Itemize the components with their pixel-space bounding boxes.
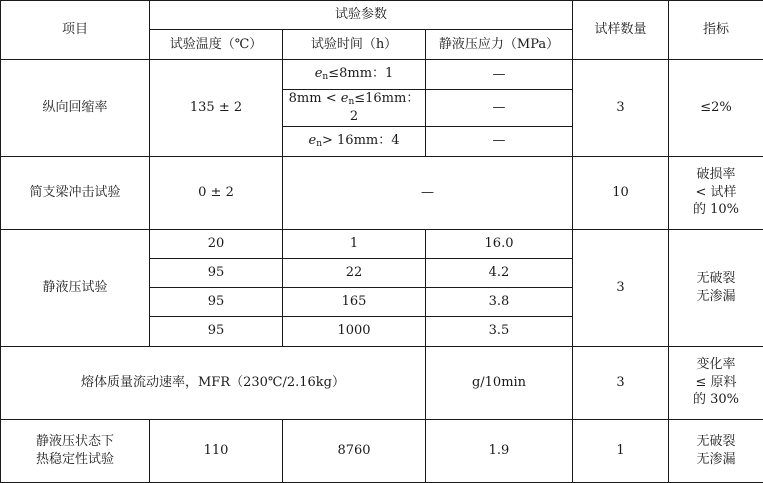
time3-rest: > 16mm：4 bbox=[322, 133, 400, 148]
shrinkage-indicator: ≤2% bbox=[669, 60, 763, 157]
thermal-row bbox=[1, 419, 763, 482]
shrinkage-item: 纵向回缩率 bbox=[1, 60, 150, 157]
mfr-indicator-line1: 变化率 bbox=[671, 356, 761, 374]
time1-var: e bbox=[315, 66, 323, 81]
hydro-time-3: 165 bbox=[283, 287, 426, 316]
shrinkage-time-3 bbox=[283, 126, 426, 156]
impact-count: 10 bbox=[573, 156, 669, 229]
header-row-1 bbox=[1, 1, 763, 30]
header-indicator: 指标 bbox=[669, 1, 763, 60]
hydro-pressure-1: 16.0 bbox=[426, 229, 573, 258]
impact-temp: 0 ± 2 bbox=[150, 156, 283, 229]
shrinkage-count: 3 bbox=[573, 60, 669, 157]
impact-indicator-line2: < 试样 bbox=[671, 184, 761, 202]
hydro-item: 静液压试验 bbox=[1, 229, 150, 346]
mfr-indicator bbox=[669, 346, 763, 419]
hydro-temp-3: 95 bbox=[150, 287, 283, 316]
header-test-params: 试验参数 bbox=[150, 1, 573, 30]
thermal-pressure: 1.9 bbox=[426, 419, 573, 482]
shrinkage-pressure-3: — bbox=[426, 126, 573, 156]
mfr-row bbox=[1, 346, 763, 419]
thermal-time: 8760 bbox=[283, 419, 426, 482]
impact-item: 简支梁冲击试验 bbox=[1, 156, 150, 229]
shrinkage-row-1 bbox=[1, 60, 763, 90]
impact-indicator-line1: 破损率 bbox=[671, 166, 761, 184]
thermal-item-line1: 静液压状态下 bbox=[3, 433, 147, 451]
impact-indicator bbox=[669, 156, 763, 229]
mfr-unit: g/10min bbox=[426, 346, 573, 419]
time3-sub: n bbox=[316, 139, 322, 149]
hydro-row-1 bbox=[1, 229, 763, 258]
hydro-time-4: 1000 bbox=[283, 316, 426, 346]
time1-sub: n bbox=[322, 72, 328, 82]
mfr-indicator-line2: ≤ 原料 bbox=[671, 374, 761, 392]
time2-pre: 8mm < bbox=[289, 91, 341, 106]
hydro-time-2: 22 bbox=[283, 258, 426, 287]
header-item: 项目 bbox=[1, 1, 150, 60]
shrinkage-pressure-1: — bbox=[426, 60, 573, 90]
hydro-temp-4: 95 bbox=[150, 316, 283, 346]
thermal-indicator bbox=[669, 419, 763, 482]
shrinkage-time-1 bbox=[283, 60, 426, 90]
header-pressure: 静液压应力（MPa） bbox=[426, 30, 573, 60]
thermal-indicator-line1: 无破裂 bbox=[671, 433, 761, 451]
time3-var: e bbox=[309, 133, 317, 148]
hydro-indicator bbox=[669, 229, 763, 346]
mfr-indicator-line3: 的 30% bbox=[671, 391, 761, 409]
header-temp: 试验温度（℃） bbox=[150, 30, 283, 60]
shrinkage-time-2 bbox=[283, 90, 426, 127]
thermal-item-line2: 热稳定性试验 bbox=[3, 451, 147, 469]
time1-rest: ≤8mm：1 bbox=[328, 66, 393, 81]
impact-row bbox=[1, 156, 763, 229]
hydro-indicator-line2: 无渗漏 bbox=[671, 288, 761, 306]
hydro-temp-1: 20 bbox=[150, 229, 283, 258]
shrinkage-pressure-2: — bbox=[426, 90, 573, 127]
hydro-pressure-4: 3.5 bbox=[426, 316, 573, 346]
header-time: 试验时间（h） bbox=[283, 30, 426, 60]
thermal-count: 1 bbox=[573, 419, 669, 482]
hydro-temp-2: 95 bbox=[150, 258, 283, 287]
thermal-temp: 110 bbox=[150, 419, 283, 482]
thermal-item bbox=[1, 419, 150, 482]
hydro-count: 3 bbox=[573, 229, 669, 346]
header-sample-count: 试样数量 bbox=[573, 1, 669, 60]
hydro-pressure-2: 4.2 bbox=[426, 258, 573, 287]
shrinkage-temp: 135 ± 2 bbox=[150, 60, 283, 157]
hydro-pressure-3: 3.8 bbox=[426, 287, 573, 316]
impact-merged: — bbox=[283, 156, 573, 229]
impact-indicator-line3: 的 10% bbox=[671, 201, 761, 219]
mfr-count: 3 bbox=[573, 346, 669, 419]
hydro-time-1: 1 bbox=[283, 229, 426, 258]
mfr-item: 熔体质量流动速率，MFR（230℃/2.16kg） bbox=[1, 346, 426, 419]
hydro-indicator-line1: 无破裂 bbox=[671, 270, 761, 288]
time2-rest: ≤16mm：2 bbox=[350, 91, 419, 124]
time2-var: e bbox=[341, 91, 349, 106]
time2-sub: n bbox=[348, 97, 354, 107]
thermal-indicator-line2: 无渗漏 bbox=[671, 451, 761, 469]
